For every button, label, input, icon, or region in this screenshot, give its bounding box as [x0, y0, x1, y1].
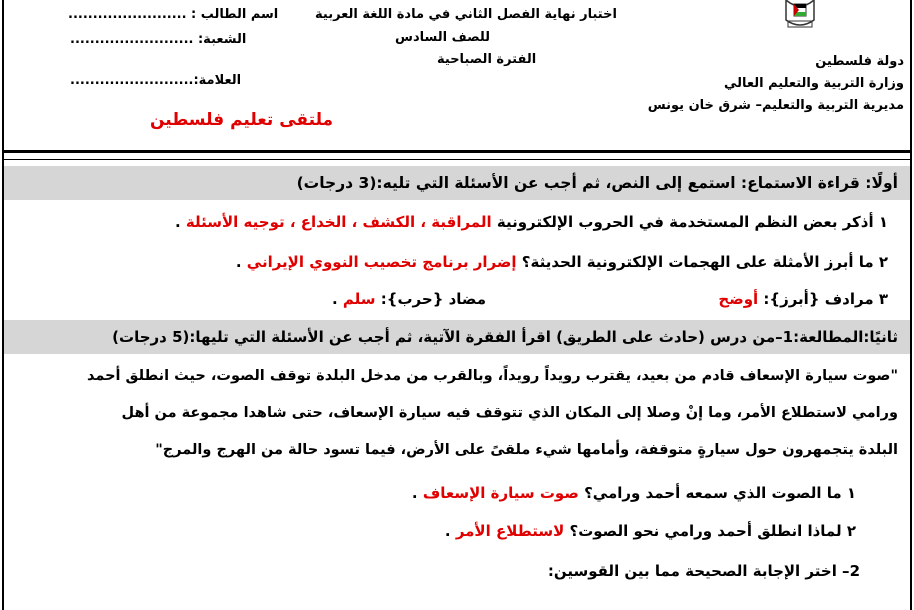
s1-q2-answer: إضرار برنامج تخصيب النووي الإيراني [246, 253, 517, 271]
s2-paragraph-line-3: البلدة يتجمهرون حول سيارةٍ متوقفة، وأمامها شيء ملقىً على الأرض، فيما تسود حالة من الهرج والمرج" [155, 442, 898, 458]
s2-q2-end: . [444, 522, 456, 540]
s1-question-2 [236, 253, 888, 271]
s1-q3-end: . [332, 290, 343, 308]
s1-q3-opposite-answer: سلم [342, 290, 376, 308]
s2-q2-text: ٢ لماذا انطلق أحمد ورامي نحو الصوت؟ [569, 522, 856, 540]
s2-q1-text: ١ ما الصوت الذي سمعه أحمد ورامي؟ [584, 484, 856, 502]
class-label: للصف السادس [395, 30, 491, 45]
s1-q1-text: ١ أذكر بعض النظم المستخدمة في الحروب الإلكترونية [496, 213, 888, 231]
grade-label: العلامة:......................... [70, 73, 242, 88]
s1-question-3 [718, 290, 888, 308]
exam-title: اختبار نهاية الفصل الثاني في مادة اللغة العربية [315, 7, 617, 22]
s2-q2-answer: لاستطلاع الأمر [455, 522, 565, 540]
palestine-emblem-icon [780, 0, 820, 30]
header-divider [2, 150, 912, 153]
s2-q1-end: . [411, 484, 423, 502]
s2-paragraph-line-2: ورامي لاستطلاع الأمر، وما إنْ وصلا إلى المكان الذي تتوقف فيه سيارة الإسعاف، حتى شاهدا مجموعة من أهل [121, 405, 898, 421]
s2-paragraph-line-1: "صوت سيارة الإسعاف قادم من بعيد، يقترب رويداً رويداً، وبالقرب من مدخل البلدة توقف الصوت، حيث انطلق أحمد [86, 368, 898, 384]
s2-question-1 [412, 484, 856, 502]
section2-title: ثانيًا:المطالعة:1–من درس (حادث على الطريق) اقرأ الفقرة الآتية، ثم أجب عن الأسئلة التي تليها:(5 درجات) [112, 328, 898, 346]
s1-q2-text: ٢ ما أبرز الأمثلة على الهجمات الإلكترونية الحديثة؟ [521, 253, 888, 271]
s1-q1-answer: المراقبة ، الكشف ، الخداع ، توجيه الأسئلة [185, 213, 492, 231]
s1-question-3-opposite [332, 290, 486, 308]
s2-question-3: 2– اختر الإجابة الصحيحة مما بين القوسين: [547, 562, 860, 580]
header-divider-thin [2, 159, 912, 160]
forum-name: ملتقى تعليم فلسطين [150, 110, 334, 130]
page-border-right [910, 0, 912, 610]
state-name: دولة فلسطين [815, 54, 904, 69]
directorate-name: مديرية التربية والتعليم– شرق خان يونس [647, 98, 904, 113]
s2-q1-answer: صوت سيارة الإسعاف [422, 484, 579, 502]
ministry-name: وزارة التربية والتعليم العالي [723, 76, 904, 91]
page-border-left [2, 0, 4, 610]
s1-q3-opposite: مضاد {حرب}: [380, 290, 486, 308]
s1-question-1 [175, 213, 888, 231]
s1-q2-end: . [235, 253, 247, 271]
s1-q1-end: . [174, 213, 186, 231]
shift-label: الفترة الصباحية [437, 52, 537, 67]
section-label: الشعبة: ......................... [70, 32, 247, 47]
student-name-label: اسم الطالب : ........................ [68, 7, 279, 22]
s1-q3-text: ٣ مرادف {أبرز}: [763, 290, 888, 308]
section1-title: أولًا: قراءة الاستماع: استمع إلى النص، ثم أجب عن الأسئلة التي تليه:(3 درجات) [296, 174, 898, 192]
s1-q3-answer: أوضح [718, 290, 759, 308]
s2-question-2 [445, 522, 856, 540]
